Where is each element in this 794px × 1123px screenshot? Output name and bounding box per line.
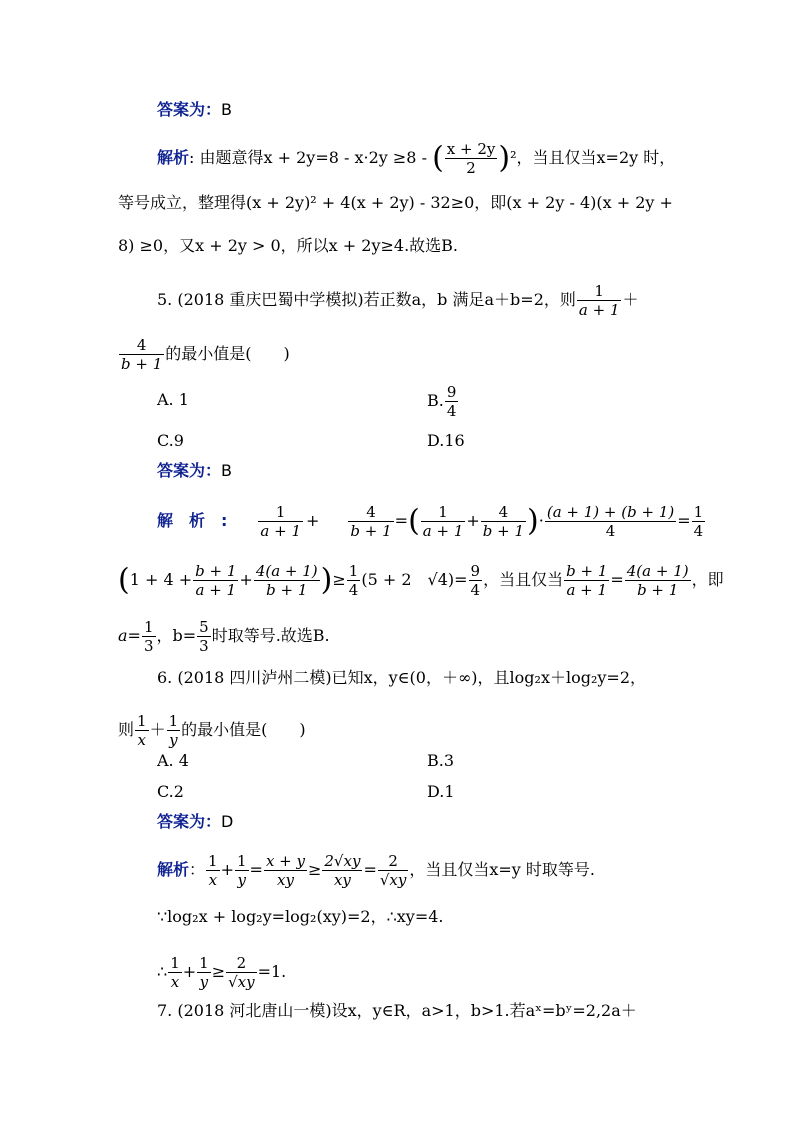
- fraction: $\frac{9}{4}$: [446, 383, 457, 420]
- q6-answer-line: [157, 812, 794, 832]
- q5-analysis-line1: 解 析 : $\frac{1}{a + 1}$ + $\frac{4}{b + 1}$ =( $\frac{1}{a + 1}$ + $\frac{4}{b + 1}$ )· $\frac{(a + 1) + (b + 1)}{4}$ = $\frac{1}{4}$: [157, 503, 704, 540]
- q6-option-b: B.3: [427, 751, 455, 770]
- analysis-label: 解析: [157, 148, 190, 167]
- q5-option-c: C.9: [157, 431, 184, 450]
- analysis-text: ²，当且仅当x=2y 时，: [510, 148, 676, 167]
- answer-value: D: [221, 812, 234, 831]
- q6-option-d: D.1: [427, 782, 455, 801]
- q5-option-b: B. $\frac{9}{4}$: [427, 383, 457, 420]
- q7-stem-line1: 7. (2018 河北唐山一模)设x，y∈R，a>1，b>1.若aˣ=bʸ=2,2a＋: [157, 1001, 637, 1020]
- fraction: $\frac{4}{b + 1}$: [121, 336, 163, 373]
- q4-analysis-line2: 等号成立，整理得(x + 2y)² + 4(x + 2y) - 32≥0，即(x + 2y - 4)(x + 2y +: [118, 193, 673, 212]
- q5-option-d: D.16: [427, 431, 465, 450]
- analysis-label: 解析: [157, 860, 190, 879]
- q6-analysis-line2: ∵log₂x + log₂y=log₂(xy)=2，∴xy=4.: [157, 907, 444, 926]
- fraction: $\frac{1}{a + 1}$: [578, 282, 620, 319]
- q4-answer-line: [157, 100, 794, 120]
- answer-value: B: [221, 461, 232, 480]
- q6-stem-line1: 6. (2018 四川泸州二模)已知x，y∈(0，＋∞)，且log₂x＋log₂y=2，: [157, 668, 647, 687]
- q5-stem-line2: [118, 336, 794, 373]
- q6-option-a: A. 4: [157, 751, 189, 770]
- q6-analysis-line3: ∴ $\frac{1}{x}$ + $\frac{1}{y}$ ≥ $\frac{2}{√xy}$ =1.: [157, 954, 287, 991]
- fraction: $\frac{x + 2y}{2}$: [446, 140, 496, 177]
- answer-value: B: [221, 100, 232, 119]
- answer-label: 答案为：: [157, 812, 222, 831]
- question-text: 5. (2018 重庆巴蜀中学模拟)若正数a，b 满足a＋b=2，则: [157, 290, 576, 309]
- q6-stem-line2: 则 $\frac{1}{x}$ ＋ $\frac{1}{y}$ 的最小值是( ): [118, 712, 306, 749]
- q5-analysis-line2: (1 + 4 + $\frac{b + 1}{a + 1}$ + $\frac{4(a + 1)}{b + 1}$ )≥ $\frac{1}{4}$ (5 + 2 √4)= $\frac{9}{4}$ ，当且仅当 $\frac{b + 1}{a + 1}$ = $\frac{4(a + 1)}{b + 1}$ ，即: [118, 562, 724, 599]
- question-text: 的最小值是( ): [165, 344, 290, 363]
- q4-analysis-line1: 解析: 由题意得x + 2y=8 - x·2y ≥8 - ( $\frac{x + 2y}{2}$ )²，当且仅当x=2y 时，: [157, 140, 676, 177]
- q5-analysis-line3: a= $\frac{1}{3}$ ，b= $\frac{5}{3}$ 时取等号.故选B.: [118, 618, 330, 655]
- q5-option-a: A. 1: [157, 390, 189, 409]
- q5-stem-line1: 5. (2018 重庆巴蜀中学模拟)若正数a，b 满足a＋b=2，则 $\frac{1}{a + 1}$ ＋: [157, 282, 639, 319]
- q5-answer-line: [157, 461, 794, 481]
- analysis-text: : 由题意得x + 2y=8 - x·2y ≥8 -: [189, 148, 433, 167]
- answer-label: 答案为：: [157, 100, 222, 119]
- analysis-label: 解 析 :: [157, 511, 228, 530]
- q6-analysis-line1: 解析： $\frac{1}{x}$ + $\frac{1}{y}$ = $\frac{x + y}{xy}$ ≥ $\frac{2√xy}{xy}$ = $\frac{2}{√xy}$ ，当且仅当x=y 时取等号.: [157, 852, 595, 889]
- answer-label: 答案为：: [157, 461, 222, 480]
- q4-analysis-line3: 8) ≥0，又x + 2y > 0，所以x + 2y≥4.故选B.: [118, 236, 459, 255]
- q6-option-c: C.2: [157, 782, 184, 801]
